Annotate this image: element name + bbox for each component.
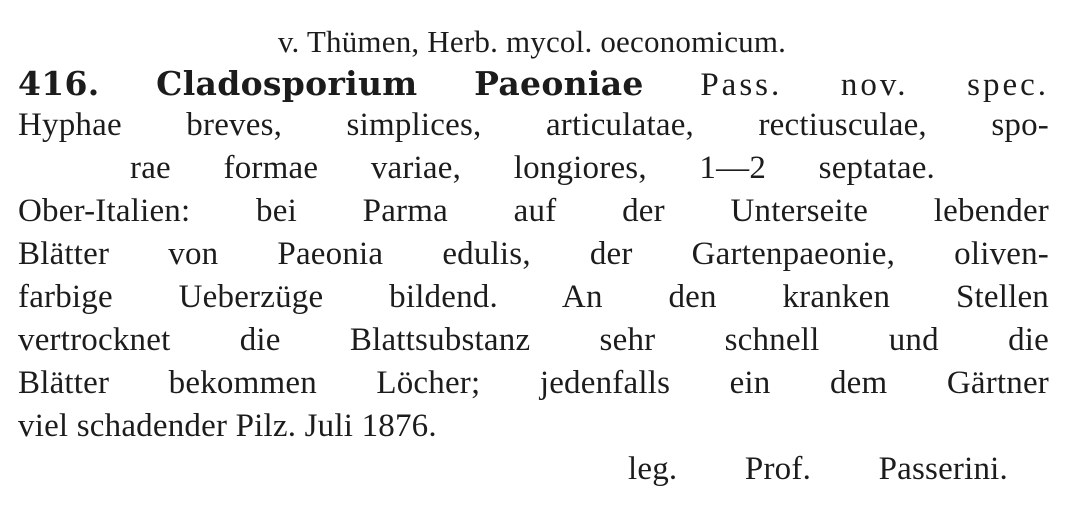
locality-line: Blätter von Paeonia edulis, der Gartenpaeonie, oliven-: [18, 236, 1049, 272]
locality-line: viel schadender Pilz. Juli 1876.: [18, 408, 437, 444]
species-epithet: Paeoniae: [474, 64, 644, 103]
locality-line: Ober-Italien: bei Parma auf der Unterseite lebender: [18, 193, 1049, 229]
author-citation: Pass. nov. spec.: [700, 67, 1049, 103]
locality-line: farbige Ueberzüge bildend. An den kranken Stellen: [18, 279, 1049, 315]
collector-credit: leg. Prof. Passerini.: [628, 451, 1008, 487]
locality-line: Blätter bekommen Löcher; jedenfalls ein dem Gärtner: [18, 365, 1049, 401]
description-line: Hyphae breves, simplices, articulatae, rectiusculae, spo-: [18, 107, 1049, 143]
species-title: [18, 62, 1049, 106]
description-line: rae formae variae, longiores, 1—2 septatae.: [130, 150, 935, 186]
specimen-number: 416.: [18, 64, 100, 103]
genus-name: Cladosporium: [156, 64, 418, 103]
locality-line: vertrocknet die Blattsubstanz sehr schnell und die: [18, 322, 1049, 358]
series-header: v. Thümen, Herb. mycol. oeconomicum.: [277, 24, 787, 59]
